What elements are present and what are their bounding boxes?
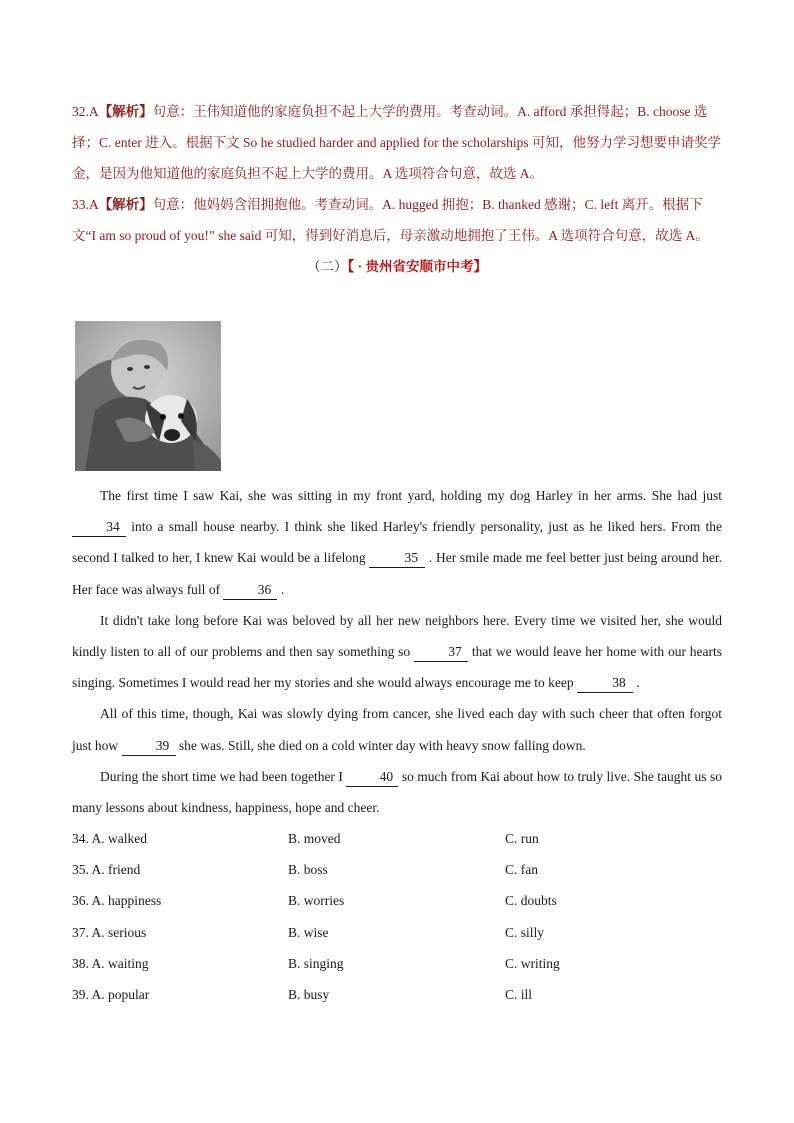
blank-35: 35 xyxy=(369,549,425,568)
blank-34: 34 xyxy=(72,518,126,537)
passage-text: . Her smile made me feel better just being around her. Her face was always full of xyxy=(72,550,722,597)
passage-paragraph-2 xyxy=(72,605,722,699)
passage-text: that we would leave her home with our hearts singing. Sometimes I would read her my stories and she would always encourage me to keep xyxy=(72,644,723,691)
passage-text: . xyxy=(633,675,640,691)
section-source: 【 · 贵州省安顺市中考】 xyxy=(347,259,487,274)
option-row-36 xyxy=(72,885,722,916)
blank-39: 39 xyxy=(122,737,176,756)
option-a: 36. A. happiness xyxy=(72,893,162,909)
passage-text: into a small house nearby. I think she liked Harley's friendly personality, just as he liked hers. From the second I talked to her, I knew Kai would be a lifelong xyxy=(72,519,722,566)
option-c: C. writing xyxy=(505,955,560,971)
cloze-passage xyxy=(72,480,722,823)
passage-text: so much from Kai about how to truly live. She taught us so many lessons about kindness, happiness, hope and cheer. xyxy=(72,768,722,816)
analysis-number: 33.A xyxy=(72,197,99,212)
option-row-34 xyxy=(72,823,722,854)
passage-paragraph-4 xyxy=(72,761,722,823)
passage-text: It didn't take long before Kai was beloved by all her new neighbors here. Every time we visited her, she would kindly listen to all of our problems and then say something so xyxy=(72,612,722,660)
option-b: B. worries xyxy=(288,893,345,909)
analysis-33 xyxy=(72,189,722,251)
analysis-text: 句意：王伟知道他的家庭负担不起上大学的费用。考查动词。A. afford 承担得起；B. choose 选择；C. enter 进入。根据下文 So he studied harder and applied for the scholarships 可知，他努力学习想要申请奖学金，是因为他知道他的家庭负担不起上大学的费用。A 选项符合句意，故选 A。 xyxy=(72,104,722,181)
option-row-39 xyxy=(72,979,722,1010)
passage-text: During the short time we had been together I xyxy=(100,768,347,784)
option-b: B. wise xyxy=(288,924,329,940)
option-a: 39. A. popular xyxy=(72,986,150,1002)
option-a: 37. A. serious xyxy=(72,924,147,940)
woman-hugging-dog-photo xyxy=(75,321,221,471)
option-a: 35. A. friend xyxy=(72,862,141,878)
option-row-37 xyxy=(72,917,722,948)
option-c: C. run xyxy=(505,831,539,846)
option-row-35 xyxy=(72,854,722,885)
option-b: B. busy xyxy=(288,986,330,1002)
blank-37: 37 xyxy=(414,643,468,662)
passage-paragraph-1 xyxy=(72,480,722,605)
passage-text: . xyxy=(277,581,285,597)
blank-36: 36 xyxy=(223,581,277,600)
section-number: （二） xyxy=(306,259,348,274)
analysis-tag: 【解析】 xyxy=(98,104,153,119)
blank-38: 38 xyxy=(577,674,633,693)
analysis-text: 句意：他妈妈含泪拥抱他。考查动词。A. hugged 拥抱；B. thanked 感谢；C. left 离开。根据下文“I am so proud of you!” she said 可知，得到好消息后，母亲激动地拥抱了王伟。A 选项符合句意，故选 A。 xyxy=(72,197,709,243)
passage-text: she was. Still, she died on a cold winter day with heavy snow falling down. xyxy=(175,737,586,753)
option-c: C. doubts xyxy=(505,893,557,909)
option-b: B. singing xyxy=(288,955,344,971)
passage-paragraph-3 xyxy=(72,698,722,760)
blank-40: 40 xyxy=(346,768,398,787)
option-c: C. fan xyxy=(505,862,538,878)
option-b: B. moved xyxy=(288,831,341,846)
answer-options xyxy=(72,823,722,1010)
option-a: 34. A. walked xyxy=(72,831,147,846)
answer-analysis xyxy=(72,96,722,251)
analysis-32 xyxy=(72,96,722,189)
passage-text: All of this time, though, Kai was slowly dying from cancer, she lived each day with such cheer that often forgot just how xyxy=(72,706,722,753)
option-c: C. ill xyxy=(505,986,533,1002)
option-c: C. silly xyxy=(505,924,545,940)
option-b: B. boss xyxy=(288,862,328,878)
passage-text: The first time I saw Kai, she was sitting in my front yard, holding my dog Harley in her arms. She had just xyxy=(100,488,722,503)
analysis-number: 32.A xyxy=(72,104,99,119)
analysis-tag: 【解析】 xyxy=(98,197,153,212)
option-row-38 xyxy=(72,948,722,979)
photo-illustration xyxy=(75,321,221,471)
option-a: 38. A. waiting xyxy=(72,955,149,971)
section-heading xyxy=(0,253,794,281)
